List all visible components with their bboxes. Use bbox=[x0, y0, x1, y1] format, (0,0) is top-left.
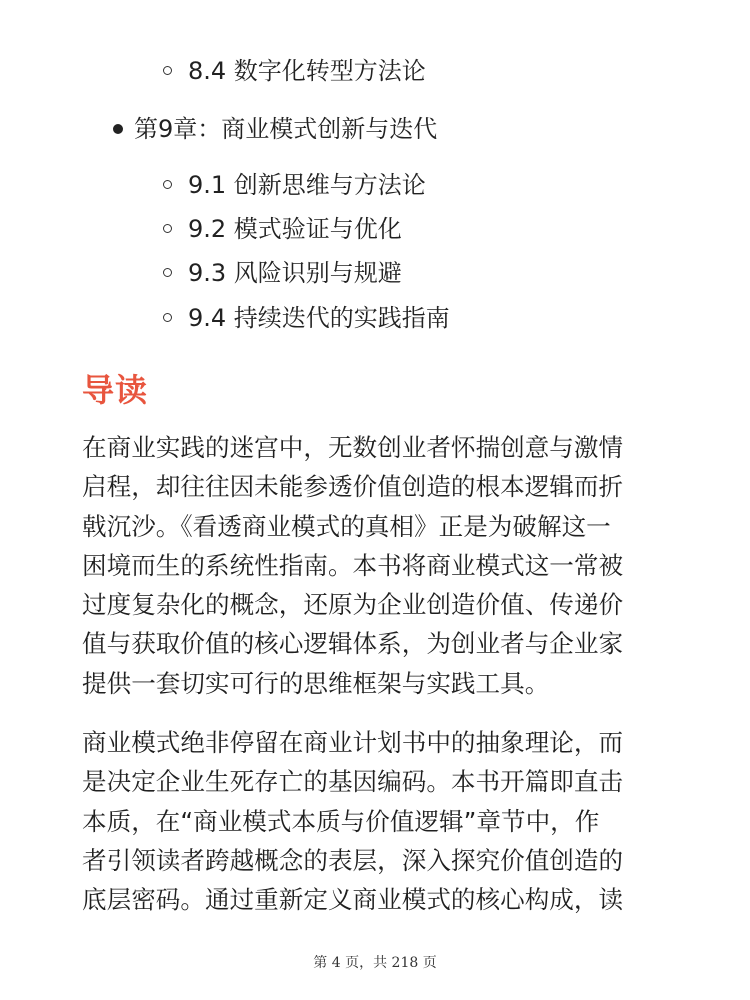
paragraph-1 bbox=[82, 428, 672, 703]
page-number-footer: 第 4 页，共 218 页 bbox=[313, 955, 437, 971]
hollow-bullet-icon bbox=[163, 180, 172, 189]
hollow-bullet-icon bbox=[163, 66, 172, 75]
paragraph-line: 在商业实践的迷宫中，无数创业者怀揣创意与激情 bbox=[82, 433, 624, 462]
section-heading: 导读 bbox=[82, 371, 149, 409]
paragraph-line: 困境而生的系统性指南。本书将商业模式这一常被 bbox=[82, 550, 624, 580]
outline-subitem-9-4: 9.4 持续迭代的实践指南 bbox=[188, 301, 450, 335]
outline-subitem-8-4: 8.4 数字化转型方法论 bbox=[188, 54, 426, 88]
paragraph-line: 商业模式绝非停留在商业计划书中的抽象理论，而 bbox=[82, 728, 624, 757]
paragraph-line: 过度复杂化的概念，还原为企业创造价值、传递价 bbox=[82, 590, 624, 620]
outline-subitem-9-1: 9.1 创新思维与方法论 bbox=[188, 168, 426, 202]
hollow-bullet-icon bbox=[163, 268, 172, 277]
paragraph-line: 值与获取价值的核心逻辑体系，为创业者与企业家 bbox=[82, 629, 624, 659]
paragraph-line: 提供一套切实可行的思维框架与实践工具。 bbox=[82, 668, 550, 698]
paragraph-line: 者引领读者跨越概念的表层，深入探究价值创造的 bbox=[82, 845, 624, 875]
paragraph-line: 戟沉沙。《看透商业模式的真相》正是为破解这一 bbox=[82, 511, 611, 541]
outline-chapter-9: 第9章：商业模式创新与迭代 bbox=[134, 112, 437, 146]
hollow-bullet-icon bbox=[163, 313, 172, 322]
paragraph-2 bbox=[82, 723, 672, 919]
filled-bullet-icon bbox=[113, 124, 123, 134]
outline-subitem-9-3: 9.3 风险识别与规避 bbox=[188, 256, 402, 290]
paragraph-line: 启程，却往往因未能参透价值创造的根本逻辑而折 bbox=[82, 472, 624, 502]
paragraph-line: 底层密码。通过重新定义商业模式的核心构成，读 bbox=[82, 885, 624, 915]
paragraph-line: 是决定企业生死存亡的基因编码。本书开篇即直击 bbox=[82, 767, 624, 797]
paragraph-line: 本质，在“商业模式本质与价值逻辑”章节中，作 bbox=[82, 806, 600, 836]
outline-subitem-9-2: 9.2 模式验证与优化 bbox=[188, 212, 402, 246]
hollow-bullet-icon bbox=[163, 224, 172, 233]
